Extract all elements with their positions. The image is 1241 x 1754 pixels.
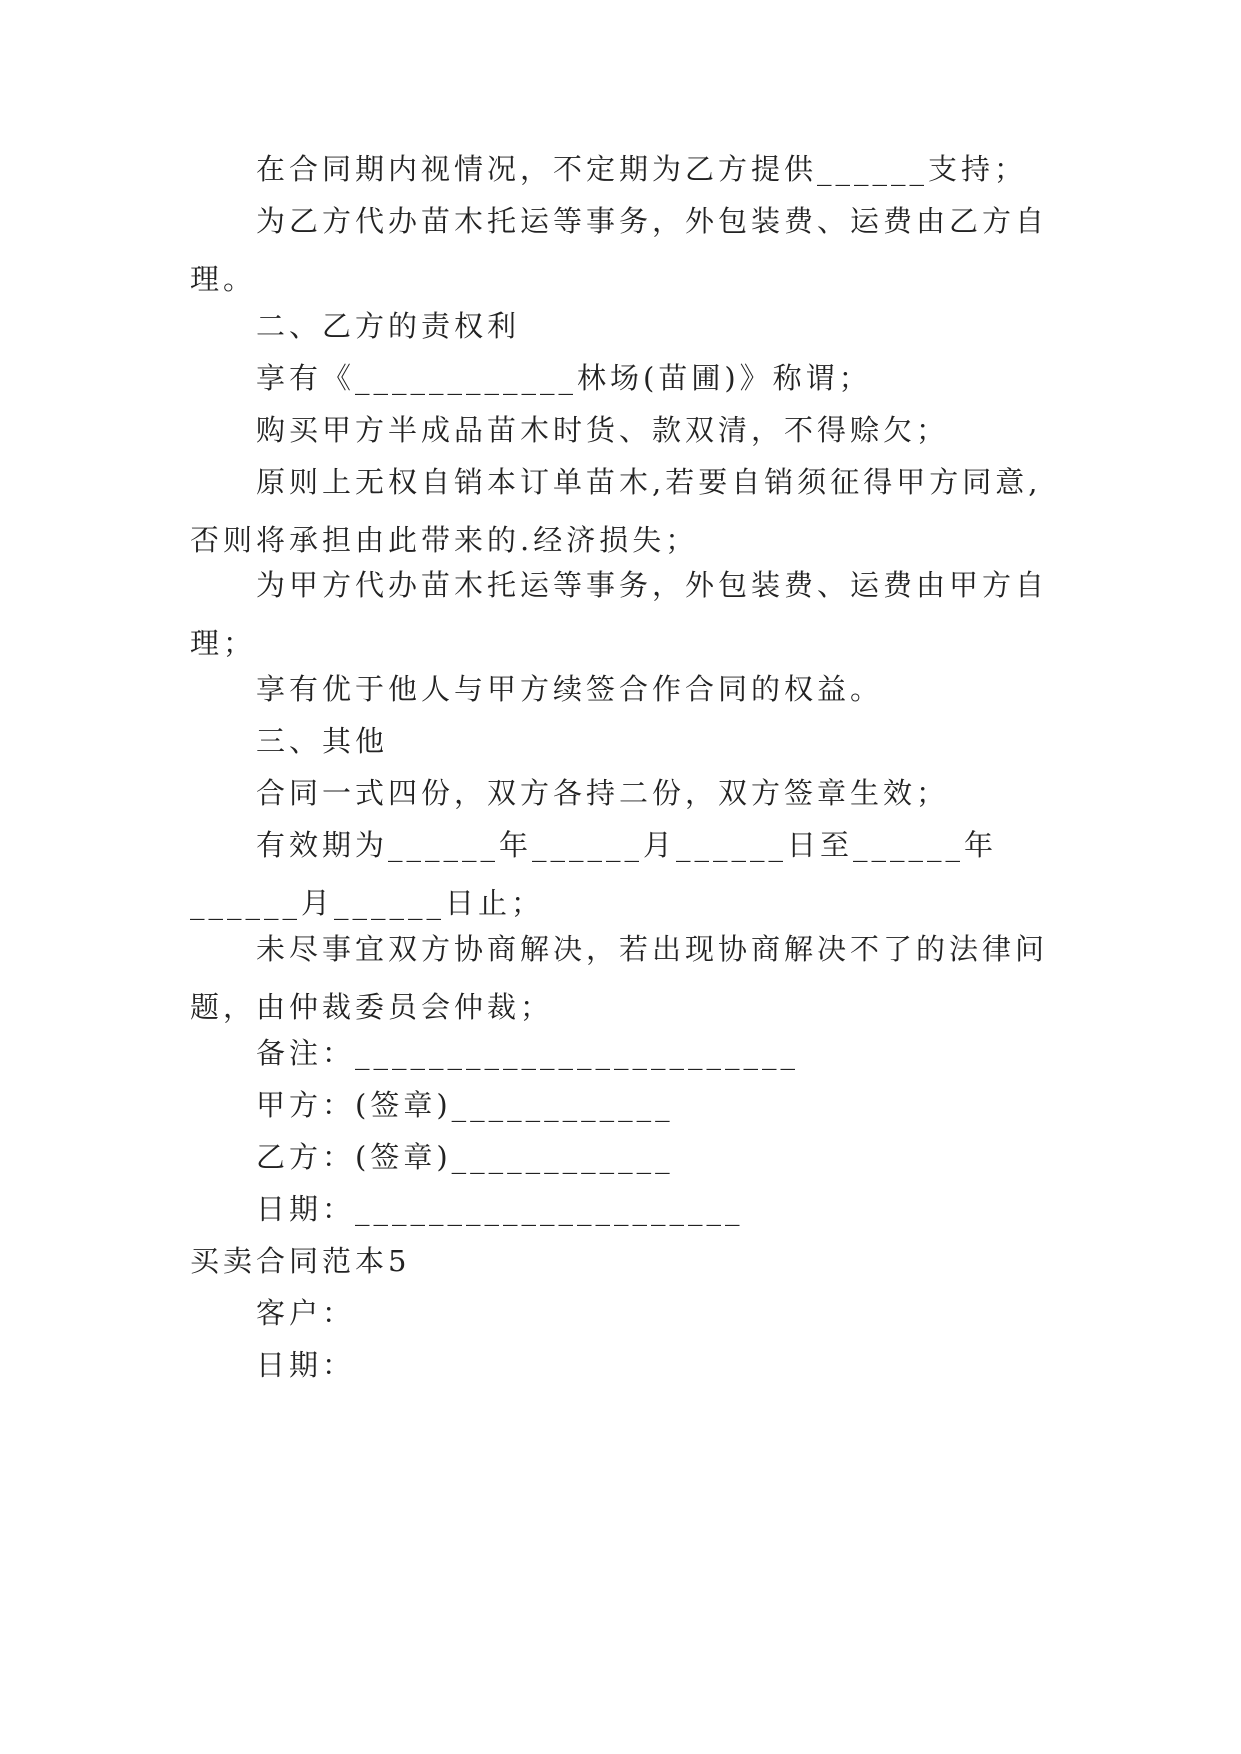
paragraph-copies: 合同一式四份，双方各持二份，双方签章生效； (256, 776, 950, 810)
section-heading-party-b-rights: 二、乙方的责权利 (256, 309, 521, 343)
field-date: 日期：_____________________ (256, 1192, 744, 1226)
paragraph-title-name: 享有《____________林场(苗圃)》称谓； (256, 361, 872, 395)
field-party-b-seal: 乙方：(签章)____________ (256, 1140, 674, 1174)
paragraph-validity-period: 有效期为______年______月______日至______年______月______日止； (190, 828, 998, 920)
paragraph-self-sale: 原则上无权自销本订单苗木,若要自销须征得甲方同意,否则将承担由此带来的.经济损失； (190, 465, 1042, 557)
field-party-a-seal: 甲方：(签章)____________ (256, 1088, 674, 1122)
paragraph-renewal-priority: 享有优于他人与甲方续签合作合同的权益。 (256, 672, 884, 706)
paragraph-payment: 购买甲方半成品苗木时货、款双清，不得赊欠； (256, 413, 950, 447)
field-date-2: 日期： (256, 1348, 356, 1382)
field-remarks: 备注：________________________ (256, 1036, 800, 1070)
paragraph-shipping-party-a: 为甲方代办苗木托运等事务，外包装费、运费由甲方自理； (190, 568, 1049, 660)
paragraph-shipping-party-b: 为乙方代办苗木托运等事务，外包装费、运费由乙方自理。 (190, 204, 1049, 296)
paragraph-support: 在合同期内视情况，不定期为乙方提供______支持； (256, 152, 1028, 186)
section-heading-other: 三、其他 (256, 724, 389, 758)
paragraph-arbitration: 未尽事宜双方协商解决，若出现协商解决不了的法律问题，由仲裁委员会仲裁； (190, 932, 1049, 1024)
section-title-contract-5: 买卖合同范本5 (190, 1244, 411, 1278)
field-client: 客户： (256, 1296, 356, 1330)
